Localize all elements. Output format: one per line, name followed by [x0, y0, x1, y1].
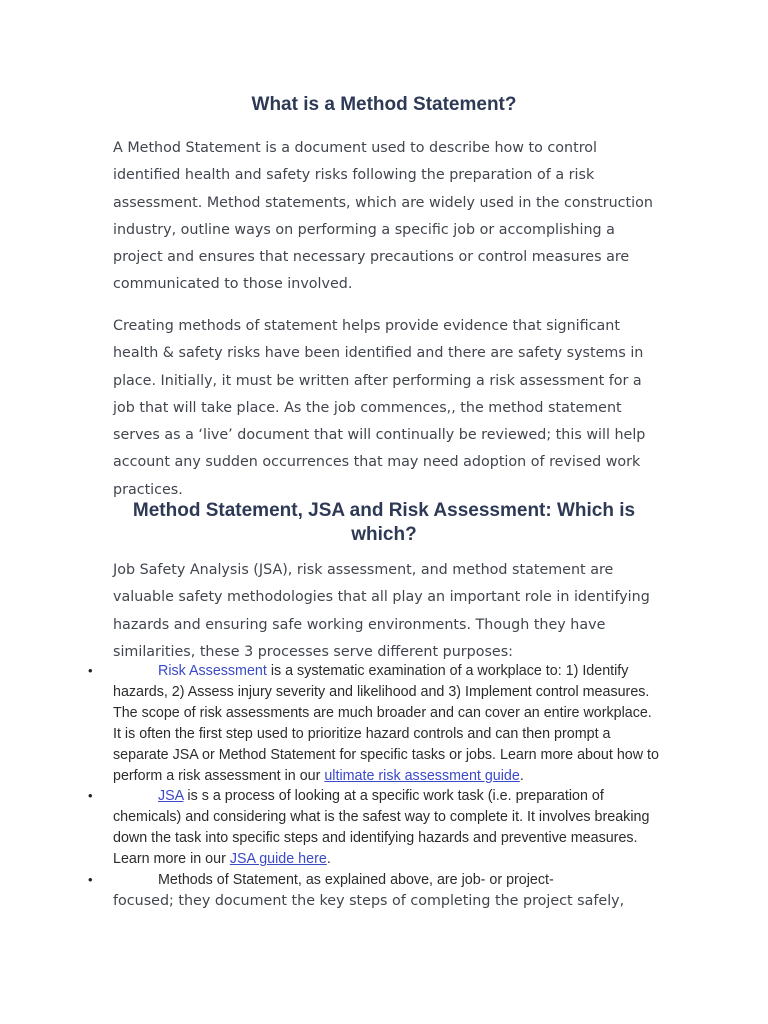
risk-assessment-guide-link[interactable]: ultimate risk assessment guide — [324, 767, 520, 784]
bullet-end: . — [326, 851, 331, 868]
bullet-list — [88, 661, 661, 912]
list-item-jsa — [88, 786, 661, 870]
bullet-continuation: focused; they document the key steps of completing the project safely, — [113, 892, 625, 909]
page-title: What is a Method Statement? — [251, 94, 517, 115]
bullet-icon: • — [88, 663, 93, 678]
comparison-paragraph: Job Safety Analysis (JSA), risk assessment, and method statement are valuable safety methodologies that all play an important role in identifying hazards and ensuring safe working environments. Though they have similarities, these 3 processes serve different purposes: — [113, 562, 650, 660]
jsa-link[interactable]: JSA — [158, 788, 184, 805]
bullet-text: is s a process of looking at a specific work task (i.e. preparation of chemicals) and considering what is the safest way to complete it. It involves breaking down the task into specific steps and identifying hazards and preventive measures. Learn more in our — [113, 788, 650, 868]
bullet-end: . — [519, 767, 524, 784]
bullet-text: is a systematic examination of a workplace to: 1) Identify hazards, 2) Assess injury severity and likelihood and 3) Implement control measures. The scope of risk assessments are much broader and can cover an entire workplace. It is often the first step used to prioritize hazard controls and can then prompt a separate JSA or Method Statement for specific tasks or jobs. Learn more about how to perform a risk assessment in our — [113, 663, 659, 784]
list-item-risk-assessment — [88, 661, 661, 786]
bullet-text: Methods of Statement, as explained above, are job- or project- — [158, 872, 554, 889]
risk-assessment-link[interactable]: Risk Assessment — [158, 663, 267, 679]
list-item-method-statement — [88, 870, 661, 912]
second-paragraph: Creating methods of statement helps provide evidence that significant health & safety risks have been identified and there are safety systems in place. Initially, it must be written after performing a risk assessment for a job that will take place. As the job commences,, the method statement serves as a ‘live’ document that will continually be reviewed; this will help account any sudden occurrences that may need adoption of revised work practices. — [113, 318, 646, 498]
intro-paragraph: A Method Statement is a document used to describe how to control identified health and safety risks following the preparation of a risk assessment. Method statements, which are widely used in the construction industry, outline ways on performing a specific job or accomplishing a project and ensures that necessary precautions or control measures are communicated to those involved. — [113, 140, 653, 293]
bullet-icon: • — [88, 788, 93, 804]
bullet-icon: • — [88, 872, 93, 888]
jsa-guide-link[interactable]: JSA guide here — [229, 851, 327, 868]
section-heading: Method Statement, JSA and Risk Assessment: Which is which? — [132, 500, 636, 545]
